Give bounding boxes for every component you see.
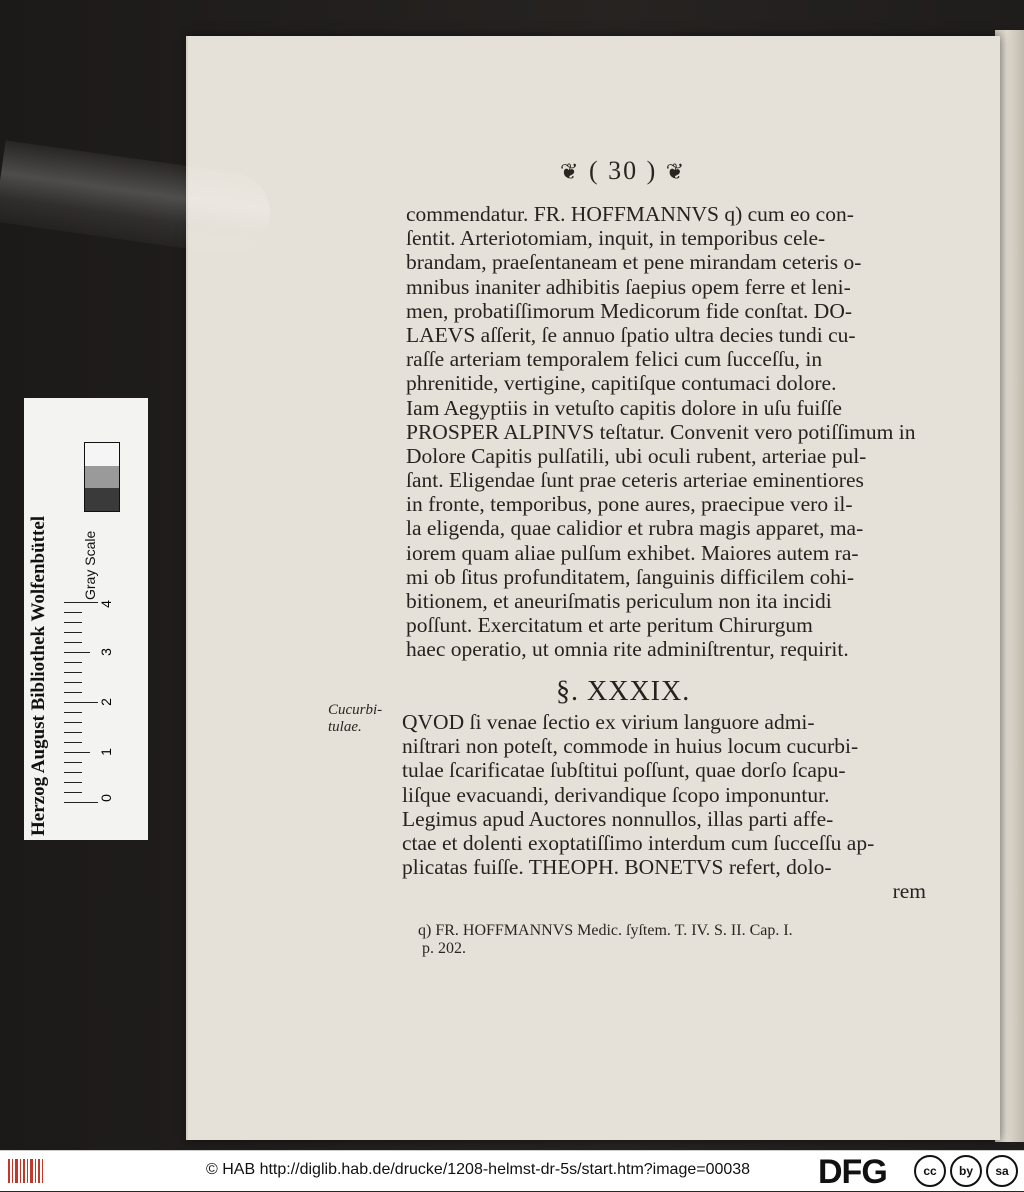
ruler-number: 3 [97, 648, 114, 656]
text-line: Dolore Capitis pulſatili, ubi oculi rubent, arteriae pul- [406, 443, 867, 468]
running-head [560, 156, 686, 186]
barcode-icon [6, 1155, 46, 1187]
text-line: liſque evacuandi, derivandique ſcopo imponuntur. [402, 782, 830, 807]
gray-scale-label: Gray Scale [82, 530, 98, 600]
footnote [418, 922, 793, 958]
text-line: tulae ſcarificatae ſubſtitui poſſunt, quae dorſo ſcapu- [402, 758, 846, 783]
sa-icon: sa [986, 1155, 1018, 1187]
ruler-number: 0 [97, 794, 114, 802]
section-text [402, 710, 926, 904]
text-line: iorem quam aliae pulſum exhibet. Maiores autem ra- [406, 540, 859, 565]
catchword: rem [892, 879, 926, 904]
text-line: PROSPER ALPINVS teſtatur. Convenit vero potiſſimum in [406, 419, 916, 444]
text-line: commendatur. FR. HOFFMANNVS q) cum eo con- [406, 202, 854, 226]
text-line: mnibus inaniter adhibitis ſaepius opem ferre et leni- [406, 274, 851, 299]
text-line: mi ob ſitus profunditatem, ſanguinis difficilem cohi- [406, 564, 855, 589]
copyright-link[interactable]: © HAB http://diglib.hab.de/drucke/1208-helmst-dr-5s/start.htm?image=00038 [206, 1161, 751, 1178]
footnote-line: p. 202. [422, 940, 466, 957]
dfg-logo[interactable]: DFG [818, 1153, 887, 1191]
fleuron-icon: ❦ [560, 159, 581, 184]
page-number: ( 30 ) [588, 156, 658, 185]
text-line: raſſe arteriam temporalem felici cum ſucceſſu, in [406, 347, 823, 372]
fleuron-icon: ❦ [665, 159, 687, 184]
margin-note-line: tulae. [328, 719, 362, 735]
text-line: QVOD ſi venae ſectio ex virium languore admi- [402, 710, 815, 734]
text-line: ctae et dolenti exoptatiſſimo interdum cum ſucceſſu ap- [402, 830, 875, 855]
text-line: niſtrari non poteſt, commode in huius locum cucurbi- [402, 734, 859, 759]
ruler-number: 4 [97, 600, 114, 608]
text-line: phrenitide, vertigine, capitiſque contumaci dolore. [406, 371, 837, 396]
text-line: ſentit. Arteriotomiam, inquit, in temporibus cele- [406, 226, 826, 251]
by-icon: by [950, 1155, 982, 1187]
ruler-number: 1 [97, 748, 114, 756]
text-line: Legimus apud Auctores nonnullos, illas parti affe- [402, 806, 834, 831]
text-line: la eligenda, quae calidior et rubra magis apparet, ma- [406, 516, 864, 541]
body-text [406, 202, 926, 662]
footer-bar [0, 1150, 1024, 1191]
text-line: Iam Aegyptiis in vetuſto capitis dolore in uſu fuiſſe [406, 395, 842, 420]
footnote-line: q) FR. HOFFMANNVS Medic. ſyſtem. T. IV. S. II. Cap. I. [418, 922, 793, 939]
margin-note [328, 702, 382, 736]
text-line: bitionem, et aneuriſmatis periculum non ita incidi [406, 589, 832, 613]
text-line: in fronte, temporibus, pone aures, praecipue vero il- [406, 492, 853, 517]
text-line: plicatas fuiſſe. THEOPH. BONETVS refert, dolo- [402, 855, 832, 880]
margin-note-line: Cucurbi- [328, 702, 383, 718]
section-heading: §. XXXIX. [556, 676, 691, 707]
license-badges[interactable] [914, 1155, 1020, 1187]
text-line: LAEVS aſſerit, ſe annuo ſpatio ultra decies tundi cu- [406, 322, 856, 347]
text-line: poſſunt. Exercitatum et arte peritum Chirurgum [406, 613, 813, 638]
text-line: men, probatiſſimorum Medicorum fide conſtat. DO- [406, 298, 853, 323]
ruler-title: Herzog August Bibliothek Wolfenbüttel [28, 515, 49, 836]
text-line: haec operatio, ut omnia rite adminiſtrentur, requirit. [406, 637, 849, 662]
text-line: ſant. Eligendae ſunt prae ceteris arteriae eminentiores [406, 468, 864, 493]
ruler-number: 2 [97, 698, 114, 706]
text-line: brandam, praeſentaneam et pene mirandam ceteris o- [406, 250, 862, 275]
cc-icon: cc [914, 1155, 946, 1187]
